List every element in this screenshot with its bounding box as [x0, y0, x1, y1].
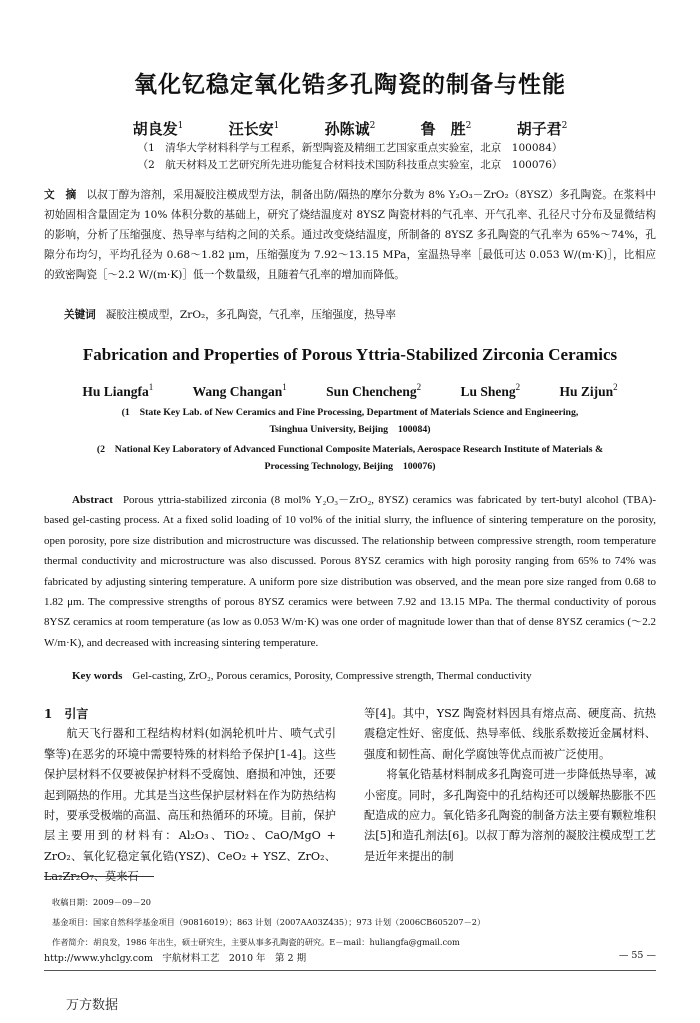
page-number: — 55 — [618, 950, 656, 961]
watermark-text: 万方数据 [66, 998, 119, 1013]
column-left [44, 704, 336, 888]
author: Lu Sheng$^2$ [460, 382, 521, 399]
author: 孙陈诚$^2$ [324, 120, 376, 138]
section-heading: 1 引言 [44, 707, 89, 721]
footer-divider [44, 970, 656, 971]
footnote-funding: 基金项目：国家自然科学基金项目（90816019）；863 计划（2007AA03Z435）；973 计划（2006CB605207－2） [52, 917, 486, 927]
footnote-divider [44, 876, 154, 877]
affiliation-en: Processing Technology, Beijing 100076) [264, 461, 436, 472]
author: 汪长安$^1$ [228, 120, 280, 138]
keywords-en [44, 666, 656, 686]
body-paragraph: 将氧化锆基材料制成多孔陶瓷可进一步降低热导率，减小密度。同时，多孔陶瓷中的孔结构还可以缓解热膨胀不匹配造成的应力。氧化锆多孔陶瓷的制备方法主要有颗粒堆积法[5]和造孔剂法[6]。以叔丁醇为溶剂的凝胶注模成型工艺是近年来提出的制 [364, 768, 656, 863]
footnotes [52, 892, 652, 952]
keywords-label: Key words [72, 670, 123, 682]
footnote-received: 收稿日期：2009－09－20 [52, 897, 151, 907]
author: Hu Zijun$^2$ [559, 382, 618, 399]
author: Hu Liangfa$^1$ [82, 382, 154, 399]
keywords-label: 关键词 [64, 309, 96, 321]
keywords-text: 凝胶注模成型，ZrO₂，多孔陶瓷，气孔率，压缩强度，热导率 [105, 309, 396, 321]
author: Sun Chencheng$^2$ [326, 382, 422, 399]
affiliation-cn: （2 航天材料及工艺研究所先进功能复合材料技术国防科技重点实验室，北京 100076） [137, 159, 563, 171]
paper-title-en: Fabrication and Properties of Porous Yttria-Stabilized Zirconia Ceramics [82, 345, 618, 364]
affiliation-en: (2 National Key Laboratory of Advanced Functional Composite Materials, Aerospace Research Institute of Materials & [96, 444, 604, 455]
affiliation-cn: （1 清华大学材料科学与工程系，新型陶瓷及精细工艺国家重点实验室，北京 100084） [137, 142, 563, 154]
abstract-label: 文 摘 [44, 189, 77, 201]
abstract-cn [44, 185, 656, 285]
journal-info: http://www.yhclgy.com 宇航材料工艺 2010 年 第 2 期 [44, 953, 307, 964]
abstract-text: Porous yttria-stabilized zirconia (8 mol% Y₂O₃－ZrO₂, 8YSZ) ceramics was fabricated by tert-butyl alcohol (TBA)-based gel-casting process. At a fixed solid loading of 10 vol% of the initial slurry, the influence of sintering temperature on the porosity, open porosity, pore size distribution and microstructure was discussed. The relationship between compressive strength, room temperature thermal conductivity and microstructure was also discussed. Porous 8YSZ ceramics with high porosity ranging from 65% to 74% was fabricated by adjusting sintering temperature. A uniform pore size distribution was observed, and the mean pore size ranged from 0.68 to 1.82 μm. The compressive strengths of porous 8YSZ ceramics were between 7.92 and 13.15 MPa. The thermal conductivity of porous 8YSZ ceramics at room temperature (as low as 0.053 W/m·K) was one order of magnitude lower than that of dense 8YSZ ceramics (～2.2 W/m·K), and decreased with increasing sintering temperature. [44, 494, 656, 649]
author: 鲁 胜$^2$ [420, 120, 472, 138]
author-list-en [0, 382, 700, 400]
footnote-author-bio: 作者简介：胡良发，1986 年出生，硕士研究生，主要从事多孔陶瓷的研究。E－mail：huliangfa@gmail.com [52, 937, 460, 947]
column-right [364, 704, 656, 867]
abstract-label: Abstract [72, 494, 113, 506]
paper-title: 氧化钇稳定氧化锆多孔陶瓷的制备与性能 [134, 71, 566, 98]
keywords-text: Gel-casting, ZrO₂, Porous ceramics, Porosity, Compressive strength, Thermal conductivity [132, 670, 532, 682]
keywords-cn [44, 305, 656, 325]
author: 胡子君$^2$ [516, 120, 568, 138]
affiliation-en: Tsinghua University, Beijing 100084) [269, 424, 431, 435]
abstract-en [44, 490, 656, 653]
abstract-text: 以叔丁醇为溶剂，采用凝胶注模成型方法，制备出防/隔热的摩尔分数为 8% Y₂O₃－ZrO₂（8YSZ）多孔陶瓷。在浆料中初始固相含量固定为 10% 体积分数的基础上，研究了烧结温度对 8YSZ 陶瓷材料的气孔率、开气孔率、孔径尺寸分布及显微结构的影响，分析了压缩强度、热导率与结构之间的关系。通过改变烧结温度，所制备的 8YSZ 多孔陶瓷的气孔率为 65%～74%，孔隙分布均匀，平均孔径为 0.68～1.82 μm，压缩强度为 7.92～13.15 MPa，室温热导率［最低可达 0.053 W/(m·K)］，比相应的致密陶瓷［～2.2 W/(m·K)］低一个数量级，且随着气孔率的增加而降低。 [44, 189, 656, 281]
author-list-cn [0, 118, 700, 139]
body-paragraph: 等[4]。其中，YSZ 陶瓷材料因具有熔点高、硬度高、抗热震稳定性好、密度低、热导率低、线胀系数接近金属材料、强度和韧性高、耐化学腐蚀等优点而被广泛使用。 [364, 707, 656, 761]
affiliation-en: (1 State Key Lab. of New Ceramics and Fine Processing, Department of Materials Science and Engineering, [121, 407, 579, 418]
body-paragraph: 航天飞行器和工程结构材料(如涡轮机叶片、喷气式引擎等)在恶劣的环境中需要特殊的材料给予保护[1-4]。这些保护层材料不仅要被保护材料不受腐蚀、磨损和冲蚀，还要起到隔热的作用。尤其是当这些保护层材料在作为防热结构时，要承受极端的高温、高压和热循环的环境。目前，保护层主要用到的材料有：Al₂O₃、TiO₂、CaO/MgO + ZrO₂、氧化钇稳定氧化锆(YSZ)、CeO₂ + YSZ、ZrO₂、La₂Zr₂O₇、莫来石 [44, 727, 336, 884]
author: Wang Changan$^1$ [192, 382, 287, 399]
author: 胡良发$^1$ [132, 120, 184, 138]
